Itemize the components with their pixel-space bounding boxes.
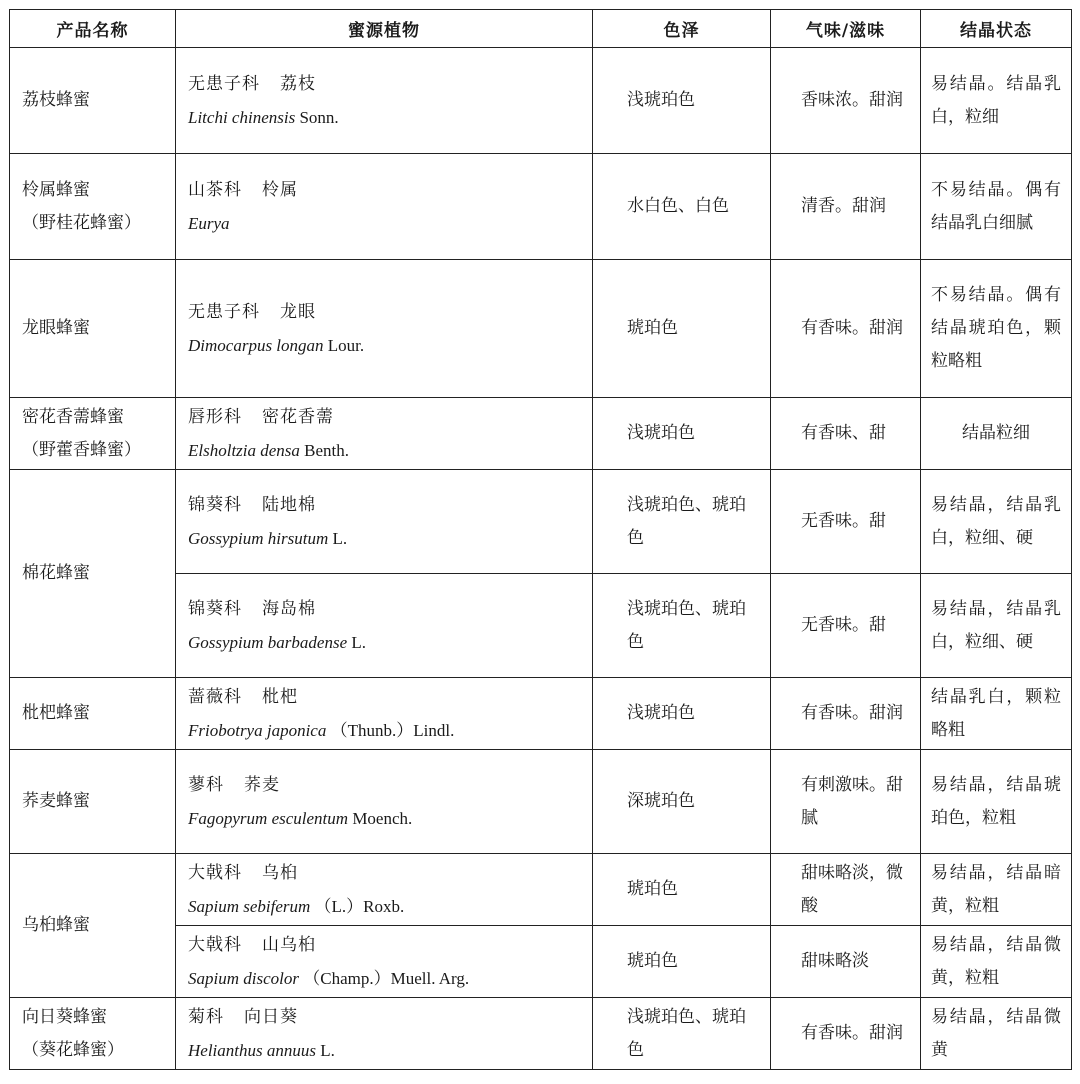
product-name-cell: 乌桕蜂蜜 — [10, 854, 176, 998]
table-row — [10, 398, 1072, 470]
crystal-cell: 易结晶，结晶暗黄，粒粗 — [921, 854, 1072, 926]
smell-cell: 甜味略淡，微酸 — [771, 854, 921, 926]
color-cell: 深琥珀色 — [593, 750, 771, 854]
color-cell: 浅琥珀色 — [593, 48, 771, 154]
header-row — [10, 10, 1072, 48]
crystal-cell: 结晶粒细 — [921, 398, 1072, 470]
table-row — [10, 260, 1072, 398]
plant-cell: 菊科 向日葵 Helianthus annuus L. — [176, 998, 593, 1070]
table-row — [10, 750, 1072, 854]
product-name-cell: 棉花蜂蜜 — [10, 470, 176, 678]
crystal-cell: 易结晶，结晶微黄，粒粗 — [921, 926, 1072, 998]
table-row — [10, 48, 1072, 154]
table-row — [10, 678, 1072, 750]
crystal-cell: 易结晶。结晶乳白，粒细 — [921, 48, 1072, 154]
color-cell: 琥珀色 — [593, 854, 771, 926]
plant-cell: 蔷薇科 枇杷 Friobotrya japonica （Thunb.）Lindl. — [176, 678, 593, 750]
product-name-cell: 枇杷蜂蜜 — [10, 678, 176, 750]
crystal-cell: 结晶乳白，颗粒略粗 — [921, 678, 1072, 750]
plant-cell: 大戟科 山乌桕 Sapium discolor （Champ.）Muell. Arg. — [176, 926, 593, 998]
crystal-cell: 易结晶，结晶微黄 — [921, 998, 1072, 1070]
plant-cell: 无患子科 龙眼 Dimocarpus longan Lour. — [176, 260, 593, 398]
table-row — [10, 998, 1072, 1070]
plant-cell: 山茶科 柃属 Eurya — [176, 154, 593, 260]
color-cell: 琥珀色 — [593, 926, 771, 998]
smell-cell: 无香味。甜 — [771, 574, 921, 678]
plant-cell: 蓼科 荞麦 Fagopyrum esculentum Moench. — [176, 750, 593, 854]
smell-cell: 有刺激味。甜腻 — [771, 750, 921, 854]
plant-cell: 唇形科 密花香薷 Elsholtzia densa Benth. — [176, 398, 593, 470]
product-name-cell: 向日葵蜂蜜 （葵花蜂蜜） — [10, 998, 176, 1070]
header-product: 产品名称 — [10, 10, 176, 48]
header-color: 色泽 — [593, 10, 771, 48]
crystal-cell: 易结晶，结晶琥珀色，粒粗 — [921, 750, 1072, 854]
header-crystal: 结晶状态 — [921, 10, 1072, 48]
smell-cell: 清香。甜润 — [771, 154, 921, 260]
plant-cell: 大戟科 乌桕 Sapium sebiferum （L.）Roxb. — [176, 854, 593, 926]
color-cell: 浅琥珀色 — [593, 398, 771, 470]
plant-cell: 锦葵科 陆地棉 Gossypium hirsutum L. — [176, 470, 593, 574]
crystal-cell: 易结晶，结晶乳白，粒细、硬 — [921, 470, 1072, 574]
header-plant: 蜜源植物 — [176, 10, 593, 48]
product-name-cell: 柃属蜂蜜 （野桂花蜂蜜） — [10, 154, 176, 260]
product-name-cell: 荞麦蜂蜜 — [10, 750, 176, 854]
color-cell: 浅琥珀色、琥珀色 — [593, 574, 771, 678]
color-cell: 琥珀色 — [593, 260, 771, 398]
crystal-cell: 易结晶，结晶乳白，粒细、硬 — [921, 574, 1072, 678]
smell-cell: 有香味、甜 — [771, 398, 921, 470]
table-row — [10, 154, 1072, 260]
crystal-cell: 不易结晶。偶有结晶琥珀色，颗粒略粗 — [921, 260, 1072, 398]
color-cell: 水白色、白色 — [593, 154, 771, 260]
color-cell: 浅琥珀色、琥珀色 — [593, 998, 771, 1070]
color-cell: 浅琥珀色 — [593, 678, 771, 750]
plant-cell: 无患子科 荔枝 Litchi chinensis Sonn. — [176, 48, 593, 154]
table-row — [10, 854, 1072, 926]
crystal-cell: 不易结晶。偶有结晶乳白细腻 — [921, 154, 1072, 260]
product-name-cell: 荔枝蜂蜜 — [10, 48, 176, 154]
smell-cell: 有香味。甜润 — [771, 678, 921, 750]
smell-cell: 香味浓。甜润 — [771, 48, 921, 154]
smell-cell: 甜味略淡 — [771, 926, 921, 998]
product-name-cell: 龙眼蜂蜜 — [10, 260, 176, 398]
color-cell: 浅琥珀色、琥珀色 — [593, 470, 771, 574]
honey-table — [9, 9, 1072, 1070]
plant-cell: 锦葵科 海岛棉 Gossypium barbadense L. — [176, 574, 593, 678]
smell-cell: 无香味。甜 — [771, 470, 921, 574]
table-row — [10, 470, 1072, 574]
smell-cell: 有香味。甜润 — [771, 260, 921, 398]
product-name-cell: 密花香薷蜂蜜 （野藿香蜂蜜） — [10, 398, 176, 470]
smell-cell: 有香味。甜润 — [771, 998, 921, 1070]
header-smell: 气味/滋味 — [771, 10, 921, 48]
